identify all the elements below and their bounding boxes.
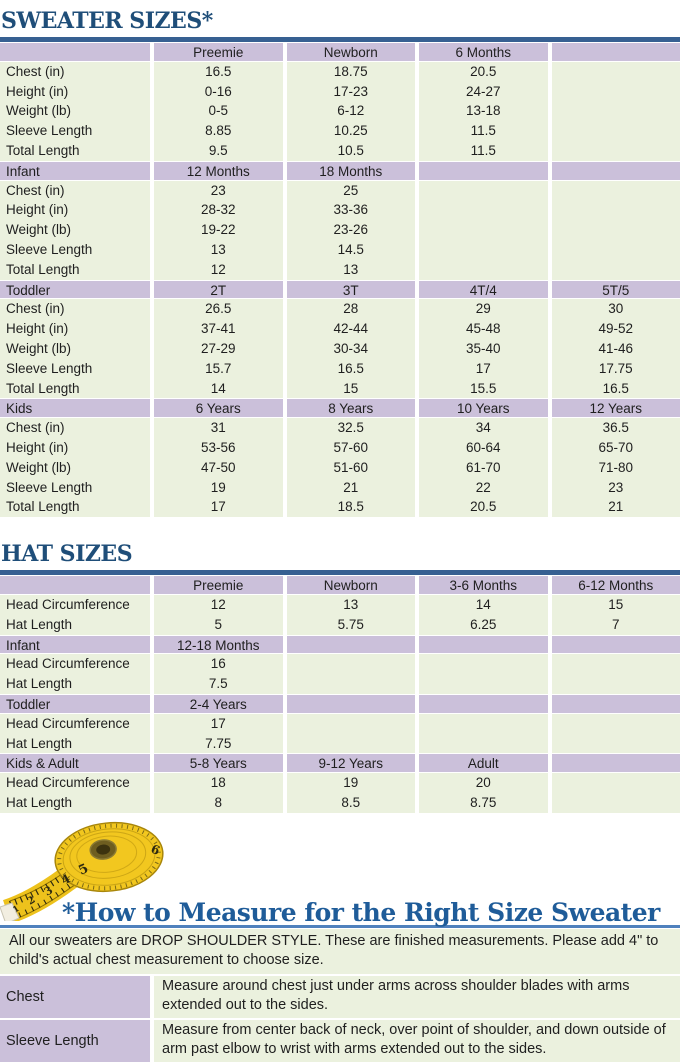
table-data-row xyxy=(0,200,680,220)
table-value-cell xyxy=(415,161,548,181)
table-value-cell: 18.5 xyxy=(283,497,416,517)
table-section-row xyxy=(0,635,680,655)
measure-row-text: Measure around chest just under arms across shoulder blades with arms extended out to the sides. xyxy=(150,976,680,1018)
table-data-row xyxy=(0,299,680,319)
table-value-cell: 36.5 xyxy=(548,418,680,438)
measure-intro-text: All our sweaters are DROP SHOULDER STYLE. These are finished measurements. Please add 4" to child's actual chest measurement to choose size. xyxy=(0,929,680,974)
table-value-cell: 8.5 xyxy=(283,793,416,813)
table-data-row xyxy=(0,418,680,438)
table-row-label: Chest (in) xyxy=(0,299,150,319)
table-section-row xyxy=(0,161,680,181)
sweater-sizes-table xyxy=(0,42,680,517)
table-row-label: Toddler xyxy=(0,694,150,714)
table-value-cell: 6 Years xyxy=(150,398,283,418)
table-value-cell: 19-22 xyxy=(150,220,283,240)
table-row-label: Head Circumference xyxy=(0,654,150,674)
table-value-cell: 12 Months xyxy=(150,161,283,181)
table-value-cell xyxy=(283,734,416,754)
table-data-row xyxy=(0,674,680,694)
table-value-cell xyxy=(548,793,680,813)
table-value-cell xyxy=(283,714,416,734)
table-value-cell xyxy=(548,141,680,161)
table-data-row xyxy=(0,654,680,674)
table-row-label: Weight (lb) xyxy=(0,339,150,359)
table-row-label: Weight (lb) xyxy=(0,458,150,478)
table-value-cell: 9.5 xyxy=(150,141,283,161)
table-data-row xyxy=(0,734,680,754)
table-value-cell: 20 xyxy=(415,773,548,793)
table-value-cell xyxy=(548,694,680,714)
table-value-cell: 6-12 Months xyxy=(548,575,680,595)
table-value-cell: 6 Months xyxy=(415,42,548,62)
table-value-cell: 6.25 xyxy=(415,615,548,635)
table-row-label xyxy=(0,575,150,595)
table-value-cell: 6-12 xyxy=(283,101,416,121)
measure-row xyxy=(0,976,680,1018)
table-data-row xyxy=(0,141,680,161)
table-row-label: Hat Length xyxy=(0,793,150,813)
measure-header-block xyxy=(0,821,680,921)
table-value-cell: 0-16 xyxy=(150,82,283,102)
table-value-cell xyxy=(548,42,680,62)
table-value-cell: 13 xyxy=(150,240,283,260)
table-value-cell xyxy=(415,260,548,280)
table-value-cell: 31 xyxy=(150,418,283,438)
table-value-cell: Preemie xyxy=(150,575,283,595)
table-value-cell: 42-44 xyxy=(283,319,416,339)
table-value-cell: 37-41 xyxy=(150,319,283,339)
table-row-label: Hat Length xyxy=(0,615,150,635)
table-value-cell: 45-48 xyxy=(415,319,548,339)
table-value-cell: 7.75 xyxy=(150,734,283,754)
table-value-cell: 19 xyxy=(150,478,283,498)
table-value-cell xyxy=(548,161,680,181)
table-value-cell xyxy=(548,62,680,82)
table-data-row xyxy=(0,359,680,379)
table-value-cell xyxy=(548,121,680,141)
measure-rows xyxy=(0,976,680,1062)
table-value-cell: 5.75 xyxy=(283,615,416,635)
table-value-cell: 21 xyxy=(548,497,680,517)
table-data-row xyxy=(0,62,680,82)
table-value-cell: 60-64 xyxy=(415,438,548,458)
table-value-cell xyxy=(415,181,548,201)
table-value-cell: Preemie xyxy=(150,42,283,62)
table-data-row xyxy=(0,615,680,635)
table-header-row xyxy=(0,42,680,62)
table-value-cell xyxy=(548,220,680,240)
table-value-cell xyxy=(415,200,548,220)
table-value-cell: 13 xyxy=(283,260,416,280)
hat-sizes-table xyxy=(0,575,680,813)
table-section-row xyxy=(0,753,680,773)
table-section-row xyxy=(0,694,680,714)
table-value-cell: 65-70 xyxy=(548,438,680,458)
table-value-cell: 0-5 xyxy=(150,101,283,121)
table-row-label: Total Length xyxy=(0,379,150,399)
table-value-cell: 33-36 xyxy=(283,200,416,220)
table-value-cell: 29 xyxy=(415,299,548,319)
table-row-label: Height (in) xyxy=(0,438,150,458)
size-chart-page xyxy=(0,8,680,1062)
table-value-cell xyxy=(415,240,548,260)
table-row-label: Sleeve Length xyxy=(0,359,150,379)
table-value-cell: 16.5 xyxy=(548,379,680,399)
table-data-row xyxy=(0,181,680,201)
table-header-row xyxy=(0,575,680,595)
table-value-cell xyxy=(415,635,548,655)
table-value-cell: Newborn xyxy=(283,42,416,62)
table-value-cell: 26.5 xyxy=(150,299,283,319)
table-value-cell: 30 xyxy=(548,299,680,319)
table-value-cell: 8 xyxy=(150,793,283,813)
table-row-label: Weight (lb) xyxy=(0,101,150,121)
table-row-label: Head Circumference xyxy=(0,773,150,793)
table-row-label: Head Circumference xyxy=(0,595,150,615)
table-value-cell xyxy=(415,674,548,694)
table-value-cell: 17 xyxy=(150,714,283,734)
table-value-cell: 15 xyxy=(283,379,416,399)
sweater-sizes-title: SWEATER SIZES* xyxy=(1,8,680,34)
table-value-cell: 23-26 xyxy=(283,220,416,240)
table-data-row xyxy=(0,497,680,517)
table-value-cell xyxy=(548,101,680,121)
table-value-cell xyxy=(548,260,680,280)
table-value-cell: 5T/5 xyxy=(548,280,680,300)
table-value-cell xyxy=(283,635,416,655)
table-row-label: Hat Length xyxy=(0,674,150,694)
table-value-cell: 47-50 xyxy=(150,458,283,478)
table-value-cell: 18 Months xyxy=(283,161,416,181)
table-value-cell xyxy=(415,220,548,240)
table-value-cell: 5 xyxy=(150,615,283,635)
hat-sizes-title: HAT SIZES xyxy=(1,541,680,567)
measure-row xyxy=(0,1020,680,1062)
table-row-label: Total Length xyxy=(0,260,150,280)
table-value-cell: 13 xyxy=(283,595,416,615)
measure-row-text: Measure from center back of neck, over point of shoulder, and down outside of arm past elbow to wrist with arms extended out to the sides. xyxy=(150,1020,680,1062)
table-row-label: Sleeve Length xyxy=(0,478,150,498)
table-value-cell: 28-32 xyxy=(150,200,283,220)
table-value-cell: 14 xyxy=(150,379,283,399)
table-value-cell: 8.85 xyxy=(150,121,283,141)
table-value-cell: 71-80 xyxy=(548,458,680,478)
svg-text:2: 2 xyxy=(26,894,38,907)
table-value-cell xyxy=(415,694,548,714)
table-value-cell: 27-29 xyxy=(150,339,283,359)
table-value-cell: 53-56 xyxy=(150,438,283,458)
table-row-label: Chest (in) xyxy=(0,181,150,201)
table-row-label: Kids xyxy=(0,398,150,418)
table-value-cell: 12 xyxy=(150,595,283,615)
measure-row-label: Chest xyxy=(0,976,150,1018)
table-value-cell xyxy=(548,635,680,655)
table-value-cell: 5-8 Years xyxy=(150,753,283,773)
table-row-label: Height (in) xyxy=(0,200,150,220)
table-value-cell: 15 xyxy=(548,595,680,615)
table-section-row xyxy=(0,280,680,300)
table-value-cell: 23 xyxy=(548,478,680,498)
table-value-cell: 30-34 xyxy=(283,339,416,359)
table-value-cell xyxy=(415,714,548,734)
svg-text:4: 4 xyxy=(59,871,73,887)
table-value-cell xyxy=(415,734,548,754)
table-row-label: Height (in) xyxy=(0,319,150,339)
table-value-cell: 3-6 Months xyxy=(415,575,548,595)
table-value-cell xyxy=(548,82,680,102)
table-data-row xyxy=(0,220,680,240)
table-value-cell: 8 Years xyxy=(283,398,416,418)
table-value-cell: 12-18 Months xyxy=(150,635,283,655)
table-value-cell: 32.5 xyxy=(283,418,416,438)
table-data-row xyxy=(0,793,680,813)
table-value-cell: 4T/4 xyxy=(415,280,548,300)
table-row-label: Sleeve Length xyxy=(0,121,150,141)
table-value-cell: 14.5 xyxy=(283,240,416,260)
table-data-row xyxy=(0,240,680,260)
table-row-label: Hat Length xyxy=(0,734,150,754)
svg-text:6: 6 xyxy=(149,841,162,857)
table-value-cell: 23 xyxy=(150,181,283,201)
table-data-row xyxy=(0,121,680,141)
table-data-row xyxy=(0,260,680,280)
table-value-cell xyxy=(283,674,416,694)
table-section-row xyxy=(0,398,680,418)
table-data-row xyxy=(0,339,680,359)
table-value-cell: 7.5 xyxy=(150,674,283,694)
table-data-row xyxy=(0,595,680,615)
table-value-cell xyxy=(548,753,680,773)
table-data-row xyxy=(0,714,680,734)
table-value-cell: 49-52 xyxy=(548,319,680,339)
svg-text:3: 3 xyxy=(42,883,55,898)
table-value-cell: 10 Years xyxy=(415,398,548,418)
table-value-cell: 25 xyxy=(283,181,416,201)
table-data-row xyxy=(0,773,680,793)
table-row-label: Toddler xyxy=(0,280,150,300)
table-value-cell: 10.25 xyxy=(283,121,416,141)
table-value-cell: 20.5 xyxy=(415,497,548,517)
table-value-cell: 61-70 xyxy=(415,458,548,478)
table-row-label: Weight (lb) xyxy=(0,220,150,240)
table-value-cell: 35-40 xyxy=(415,339,548,359)
table-value-cell: 11.5 xyxy=(415,141,548,161)
table-value-cell: 57-60 xyxy=(283,438,416,458)
measure-row-label: Sleeve Length xyxy=(0,1020,150,1062)
table-value-cell xyxy=(548,240,680,260)
table-data-row xyxy=(0,379,680,399)
table-row-label xyxy=(0,42,150,62)
table-value-cell: 16.5 xyxy=(283,359,416,379)
table-value-cell: 8.75 xyxy=(415,793,548,813)
table-value-cell xyxy=(283,654,416,674)
table-row-label: Chest (in) xyxy=(0,418,150,438)
table-value-cell xyxy=(548,734,680,754)
table-value-cell xyxy=(548,181,680,201)
table-value-cell: 28 xyxy=(283,299,416,319)
table-value-cell: 12 xyxy=(150,260,283,280)
table-value-cell: 17-23 xyxy=(283,82,416,102)
table-value-cell xyxy=(283,694,416,714)
table-row-label: Height (in) xyxy=(0,82,150,102)
svg-text:5: 5 xyxy=(76,861,91,878)
table-row-label: Total Length xyxy=(0,497,150,517)
table-value-cell xyxy=(548,773,680,793)
table-row-label: Chest (in) xyxy=(0,62,150,82)
table-data-row xyxy=(0,438,680,458)
table-data-row xyxy=(0,478,680,498)
table-value-cell: 22 xyxy=(415,478,548,498)
table-value-cell: 13-18 xyxy=(415,101,548,121)
table-value-cell: 9-12 Years xyxy=(283,753,416,773)
table-data-row xyxy=(0,458,680,478)
table-value-cell: 2-4 Years xyxy=(150,694,283,714)
table-value-cell: 15.5 xyxy=(415,379,548,399)
table-value-cell: 51-60 xyxy=(283,458,416,478)
table-row-label: Sleeve Length xyxy=(0,240,150,260)
table-value-cell: 24-27 xyxy=(415,82,548,102)
table-value-cell: 18.75 xyxy=(283,62,416,82)
table-data-row xyxy=(0,82,680,102)
table-row-label: Kids & Adult xyxy=(0,753,150,773)
table-value-cell: 12 Years xyxy=(548,398,680,418)
table-value-cell: 20.5 xyxy=(415,62,548,82)
table-value-cell: 19 xyxy=(283,773,416,793)
table-row-label: Total Length xyxy=(0,141,150,161)
table-value-cell: 17 xyxy=(150,497,283,517)
table-value-cell: 21 xyxy=(283,478,416,498)
measure-heading: *How to Measure for the Right Size Sweater xyxy=(62,899,660,927)
table-data-row xyxy=(0,101,680,121)
table-data-row xyxy=(0,319,680,339)
table-value-cell: 7 xyxy=(548,615,680,635)
table-value-cell: 41-46 xyxy=(548,339,680,359)
table-row-label: Infant xyxy=(0,635,150,655)
table-value-cell: Newborn xyxy=(283,575,416,595)
table-value-cell: 3T xyxy=(283,280,416,300)
table-value-cell: 16 xyxy=(150,654,283,674)
table-value-cell: 16.5 xyxy=(150,62,283,82)
table-value-cell: 14 xyxy=(415,595,548,615)
table-value-cell: 34 xyxy=(415,418,548,438)
table-value-cell: Adult xyxy=(415,753,548,773)
table-value-cell xyxy=(548,200,680,220)
table-value-cell xyxy=(548,674,680,694)
table-row-label: Head Circumference xyxy=(0,714,150,734)
svg-text:1: 1 xyxy=(11,904,21,916)
table-value-cell xyxy=(415,654,548,674)
table-value-cell: 11.5 xyxy=(415,121,548,141)
table-value-cell: 2T xyxy=(150,280,283,300)
table-value-cell: 17 xyxy=(415,359,548,379)
table-value-cell: 17.75 xyxy=(548,359,680,379)
table-value-cell: 15.7 xyxy=(150,359,283,379)
table-row-label: Infant xyxy=(0,161,150,181)
table-value-cell xyxy=(548,654,680,674)
table-value-cell: 18 xyxy=(150,773,283,793)
table-value-cell xyxy=(548,714,680,734)
table-value-cell: 10.5 xyxy=(283,141,416,161)
